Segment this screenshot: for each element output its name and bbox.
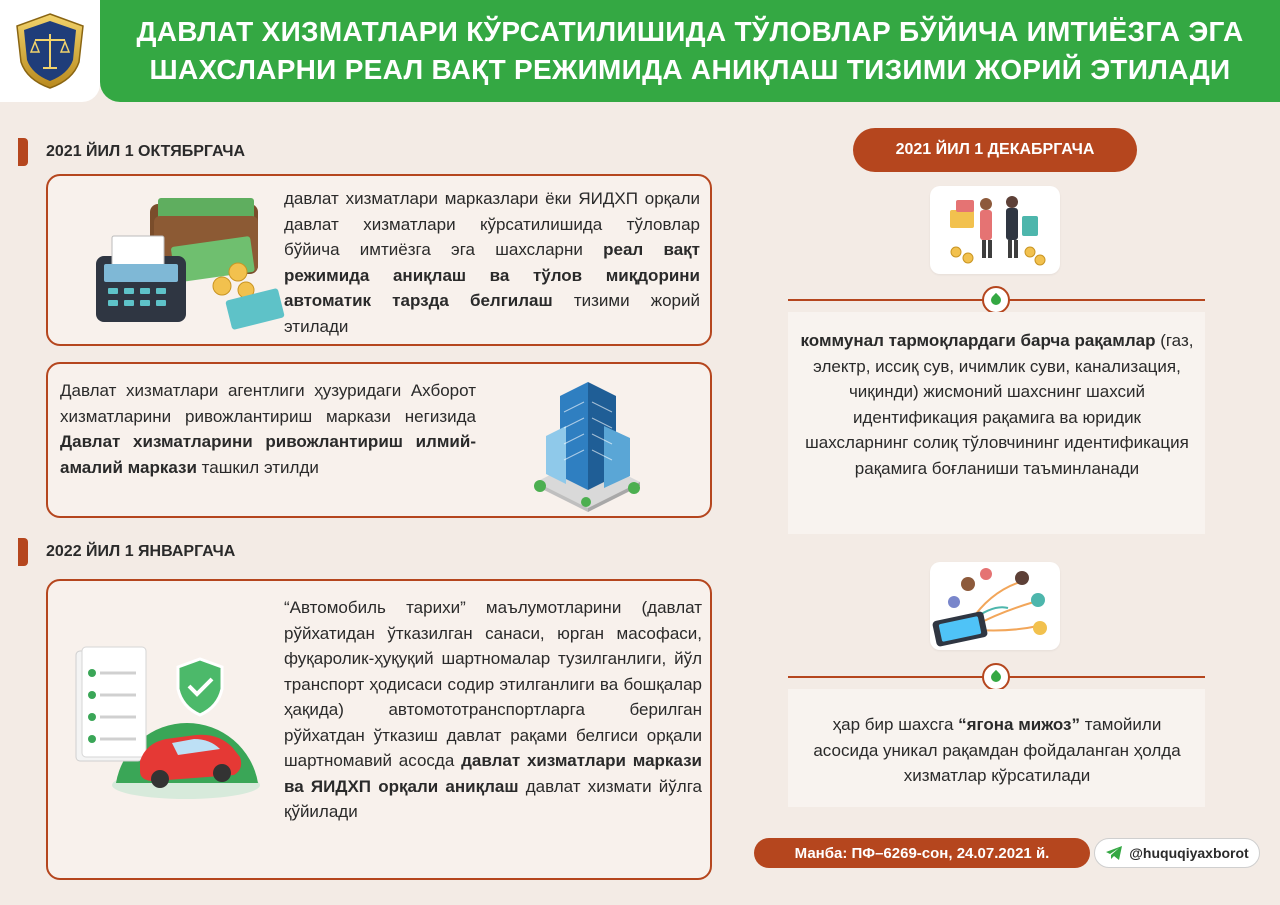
card1-text-part1: давлат хизматлари марказлари ёки ЯИДХП орқали давлат хизматлари кўрсатилишида тўловлар бўйича имтиёзга эга шахсларни bbox=[284, 189, 700, 259]
card2-text-bold: Давлат хизматларини ривожлантириш илмий-амалий маркази bbox=[60, 432, 476, 477]
document-shield-car-icon bbox=[68, 643, 268, 811]
header-banner bbox=[100, 0, 1280, 102]
telegram-icon bbox=[1105, 845, 1123, 861]
section-label-october bbox=[18, 138, 245, 166]
header-title-line1: ДАВЛАТ ХИЗМАТЛАРИ КЎРСАТИЛИШИДА ТЎЛОВЛАР БЎЙИЧА ИМТИЁЗГА ЭГА bbox=[136, 16, 1244, 47]
icon-card-shopping bbox=[930, 186, 1060, 274]
telegram-link[interactable] bbox=[1094, 838, 1260, 868]
telegram-handle: @huquqiyaxborot bbox=[1129, 845, 1249, 861]
utility-numbers-bold: коммунал тармоқлардаги барча рақамлар bbox=[800, 331, 1156, 350]
card-realtime-detection bbox=[46, 174, 712, 346]
scales-of-justice-icon bbox=[13, 12, 87, 90]
single-client-text bbox=[800, 712, 1194, 789]
card3-text-part1: “Автомобиль тарихи” маълумотларини (давлат рўйхатидан ўтказилган санаси, юрган масофаси, фуқаролик-ҳуқуқий шартномалар тузилганлиги, йўл транспорт ҳодисаси содир этилганлиги ва бошқалар ҳақида) автомототранспортларга берилган рўйхатдан ўтказиш давлат рақами белгиси орқали шартномавий асосда bbox=[284, 598, 702, 770]
date-pill-december: 2021 ЙИЛ 1 ДЕКАБРГАЧА bbox=[853, 128, 1137, 172]
card2-text-part1: Давлат хизматлари агентлиги ҳузуридаги Ахборот хизматларини ривожлантириш маркази негизида bbox=[60, 381, 476, 426]
single-client-part2: тамойили асосида уникал рақамдан фойдаланган ҳолда хизматлар кўрсатилади bbox=[813, 715, 1181, 785]
card1-text-part2: тизими жорий этилади bbox=[284, 291, 700, 336]
utility-numbers-rest: (газ, электр, иссиқ сув, ичимлик суви, канализация, чиқинди) жисмоний шахснинг шахсий идентификация рақамига ва юридик шахсларнинг солиқ тўловчининг идентификация рақамига боғланиши таъминланади bbox=[805, 331, 1194, 478]
section-label-text: 2021 ЙИЛ 1 ОКТЯБРГАЧА bbox=[46, 143, 246, 160]
section-label-text: 2022 ЙИЛ 1 ЯНВАРГАЧА bbox=[46, 543, 236, 560]
card-research-center bbox=[46, 362, 712, 518]
card3-text bbox=[284, 595, 702, 825]
card-car-history bbox=[46, 579, 712, 880]
header-title-line2: ШАХСЛАРНИ РЕАЛ ВАҚТ РЕЖИМИДА АНИҚЛАШ ТИЗИМИ ЖОРИЙ ЭТИЛАДИ bbox=[149, 54, 1231, 85]
card3-text-part2: давлат хизмати йўлга қўйилади bbox=[284, 776, 702, 821]
icon-card-network bbox=[930, 562, 1060, 650]
section-marker bbox=[18, 138, 28, 166]
utility-numbers-text bbox=[800, 328, 1194, 481]
single-client-part1: ҳар бир шахсга bbox=[832, 715, 959, 734]
section-label-january bbox=[18, 538, 235, 566]
card2-text-part2: ташкил этилди bbox=[196, 457, 319, 477]
timeline-dot-2 bbox=[982, 663, 1010, 691]
card2-text bbox=[60, 378, 476, 480]
office-building-icon bbox=[526, 372, 650, 514]
shopping-people-icon bbox=[930, 186, 1060, 274]
logo bbox=[0, 0, 100, 102]
section-marker bbox=[18, 538, 28, 566]
wallet-pos-terminal-icon bbox=[88, 194, 288, 330]
phone-network-icon bbox=[930, 562, 1060, 650]
card3-text-bold: давлат хизматлари маркази ва ЯИДХП орқали аниқлаш bbox=[284, 751, 702, 796]
source-badge: Манба: ПФ–6269-сон, 24.07.2021 й. bbox=[754, 838, 1090, 868]
timeline-dot-1 bbox=[982, 286, 1010, 314]
card1-text-bold: реал вақт режимида аниқлаш ва тўлов миқдорини автоматик тарзда белгилаш bbox=[284, 240, 700, 310]
card1-text bbox=[284, 186, 700, 339]
single-client-bold: “ягона мижоз” bbox=[958, 715, 1080, 734]
